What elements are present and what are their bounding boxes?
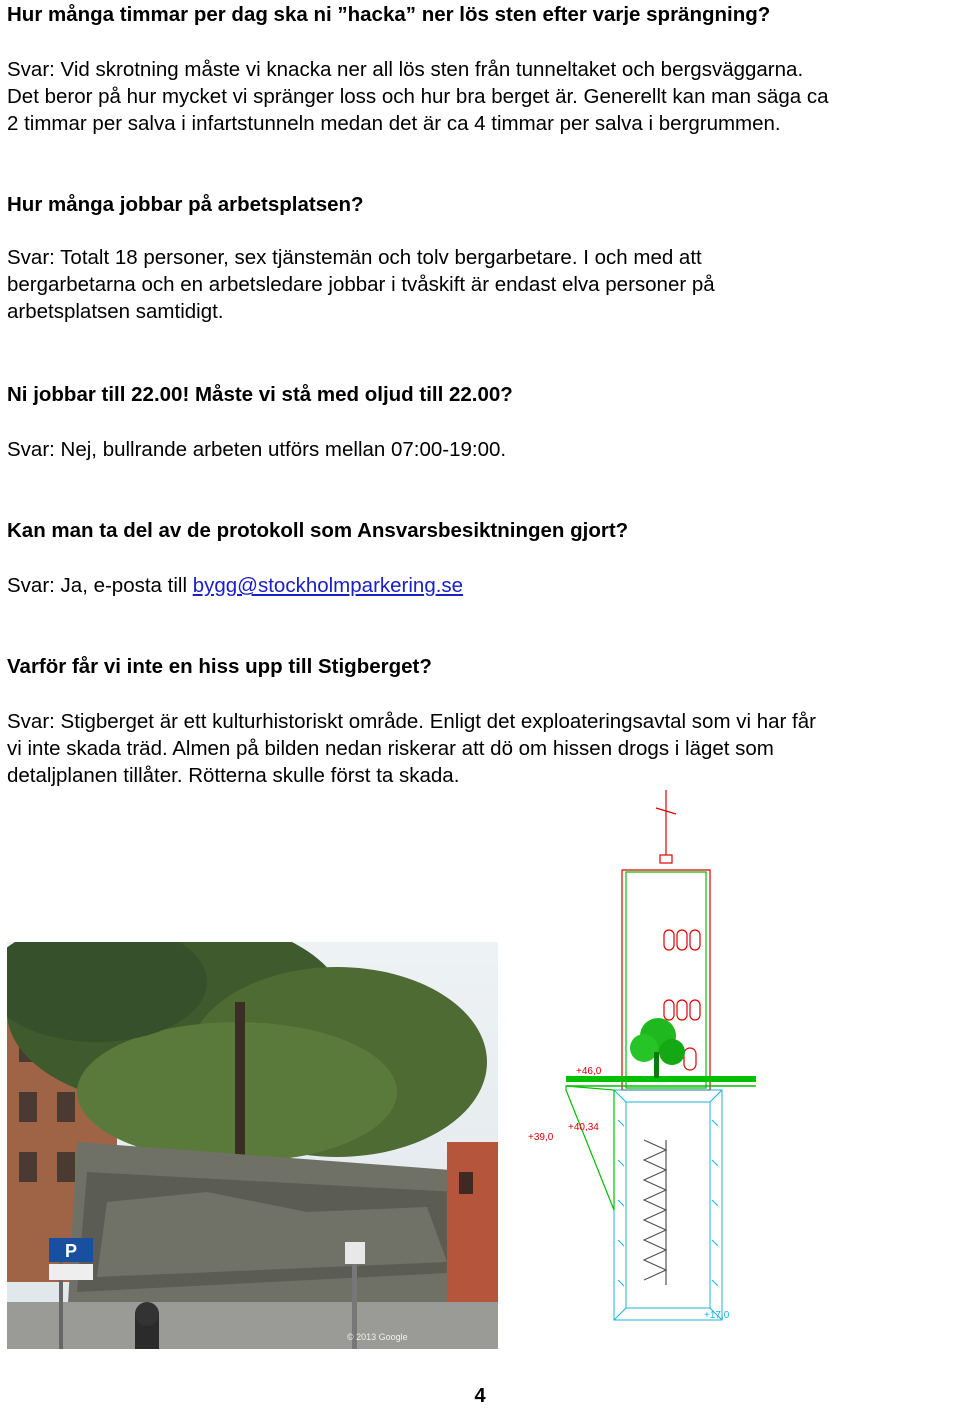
answer-1-line: 2 timmar per salva i infartstunneln medan det är ca 4 timmar per salva i bergrummen. xyxy=(7,112,781,135)
answer-3 xyxy=(7,436,506,463)
answer-5 xyxy=(7,708,816,789)
question-2: Hur många jobbar på arbetsplatsen? xyxy=(7,193,364,216)
level-label: +46,0 xyxy=(576,1066,602,1077)
street-photo xyxy=(7,942,498,1349)
email-link[interactable]: bygg@stockholmparkering.se xyxy=(192,574,464,597)
answer-1 xyxy=(7,56,829,137)
answer-5-line: detaljplanen tillåter. Rötterna skulle först ta skada. xyxy=(7,764,460,787)
question-4: Kan man ta del av de protokoll som Ansvarsbesiktningen gjort? xyxy=(7,519,629,542)
question-5: Varför får vi inte en hiss upp till Stigberget? xyxy=(7,655,432,678)
answer-5-line: vi inte skada träd. Almen på bilden nedan riskerar att dö om hissen drogs i läget som xyxy=(7,737,774,760)
level-label: +40,34 xyxy=(568,1122,599,1133)
answer-2-line: bergarbetarna och en arbetsledare jobbar i tvåskift är endast elva personer på xyxy=(7,273,715,296)
answer-2-line: arbetsplatsen samtidigt. xyxy=(7,300,224,323)
answer-4-text: Svar: Ja, e-posta till xyxy=(7,574,193,597)
level-label: +39,0 xyxy=(528,1132,554,1143)
answer-1-line: Svar: Vid skrotning måste vi knacka ner all lös sten från tunneltaket och bergsväggarna. xyxy=(7,58,804,81)
answer-1-line: Det beror på hur mycket vi spränger loss och hur bra berget är. Generellt kan man säga ca xyxy=(7,85,829,108)
answer-5-line: Svar: Stigberget är ett kulturhistoriskt område. Enligt det exploateringsavtal som vi har får xyxy=(7,710,816,733)
svg-text:P: P xyxy=(65,1241,78,1261)
question-1: Hur många timmar per dag ska ni ”hacka” ner lös sten efter varje sprängning? xyxy=(7,3,771,26)
question-3: Ni jobbar till 22.00! Måste vi stå med oljud till 22.00? xyxy=(7,383,513,406)
elevator-section-drawing xyxy=(526,790,756,1330)
answer-3-line: Svar: Nej, bullrande arbeten utförs mellan 07:00-19:00. xyxy=(7,438,507,461)
photo-watermark: © 2013 Google xyxy=(347,1332,408,1342)
answer-2-line: Svar: Totalt 18 personer, sex tjänstemän och tolv bergarbetare. I och med att xyxy=(7,246,702,269)
level-label: +17,0 xyxy=(704,1310,730,1321)
answer-2 xyxy=(7,244,715,325)
answer-4 xyxy=(7,572,463,599)
page-number: 4 xyxy=(474,1385,486,1407)
